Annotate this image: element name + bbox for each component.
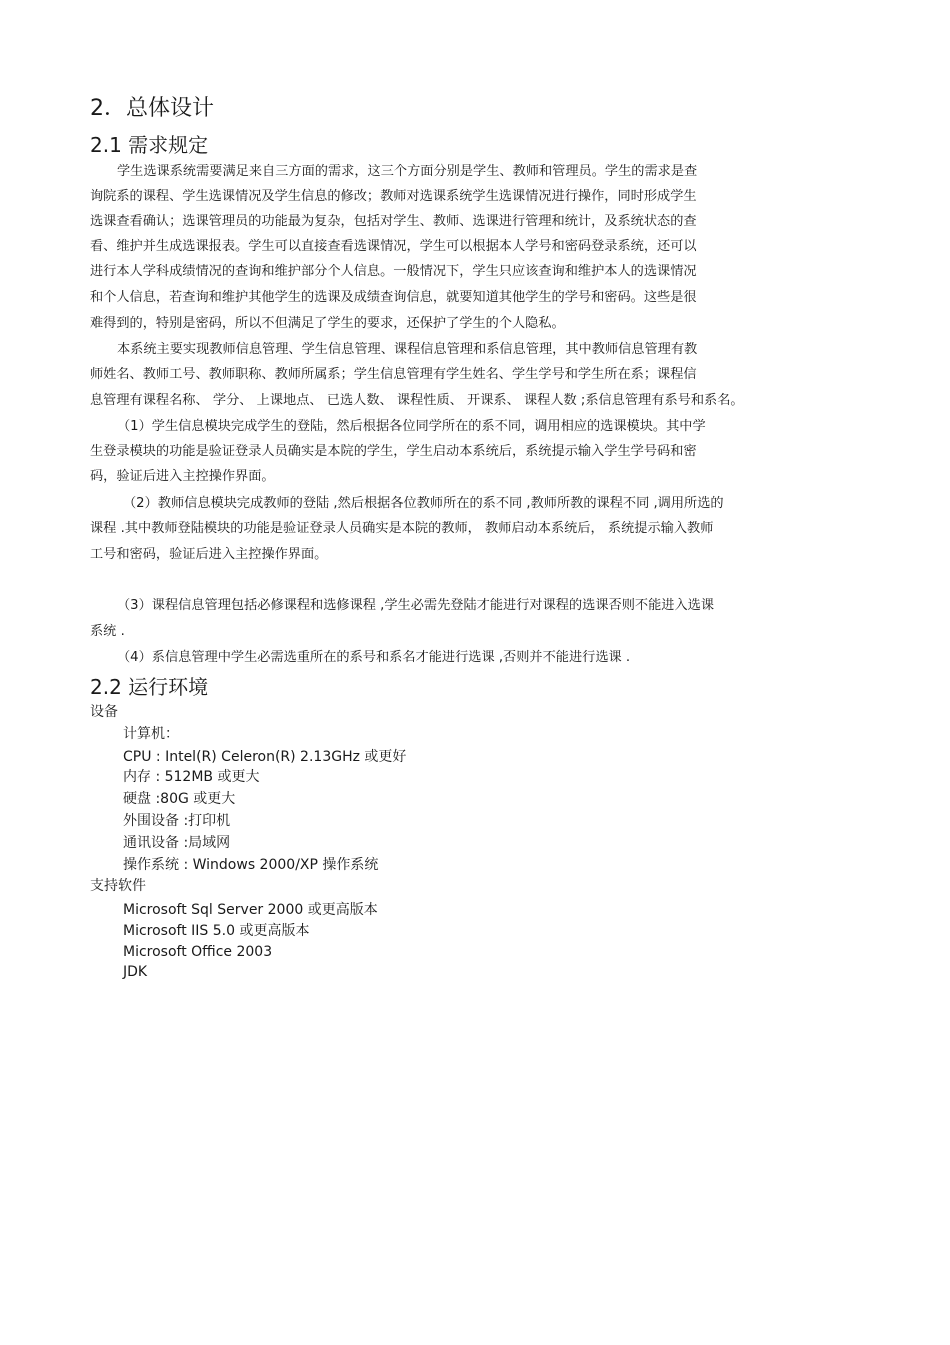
paragraph-line: 课程 .其中教师登陆模块的功能是验证登录人员确实是本院的教师， 教师启动本系统后， 系统提示输入教师 — [90, 521, 714, 536]
paragraph-line: （1）学生信息模块完成学生的登陆，然后根据各位同学所在的系不同，调用相应的选课模块。其中学 — [117, 419, 706, 434]
equipment-item: CPU : Intel(R) Celeron(R) 2.13GHz 或更好 — [123, 749, 407, 765]
paragraph-line: 师姓名、教师工号、教师职称、教师所属系；学生信息管理有学生姓名、学生学号和学生所在系；课程信 — [90, 367, 697, 382]
paragraph-line: 码，验证后进入主控操作界面。 — [90, 469, 275, 484]
paragraph-line: 难得到的，特别是密码，所以不但满足了学生的要求，还保护了学生的个人隐私。 — [90, 316, 565, 331]
paragraph-line: （2）教师信息模块完成教师的登陆 ,然后根据各位教师所在的系不同 ,教师所教的课程不同 ,调用所选的 — [123, 496, 724, 511]
equipment-item: 内存 : 512MB 或更大 — [123, 769, 260, 785]
paragraph-line: 生登录模块的功能是验证登录人员确实是本院的学生，学生启动本系统后，系统提示输入学生学号码和密 — [90, 444, 697, 459]
software-item: Microsoft IIS 5.0 或更高版本 — [123, 923, 310, 939]
paragraph-line: （3）课程信息管理包括必修课程和选修课程 ,学生必需先登陆才能进行对课程的选课否则不能进入选课 — [117, 598, 715, 613]
software-item: JDK — [123, 964, 148, 980]
equipment-item: 硬盘 :80G 或更大 — [123, 791, 236, 807]
paragraph-line: 息管理有课程名称、 学分、 上课地点、 已选人数、 课程性质、 开课系、 课程人数 ;系信息管理有系号和系名。 — [90, 393, 744, 408]
paragraph-line: 看、维护并生成选课报表。学生可以直接查看选课情况，学生可以根据本人学号和密码登录系统，还可以 — [90, 239, 697, 254]
equipment-item: 通讯设备 :局域网 — [123, 835, 231, 851]
paragraph-line: 系统 . — [90, 624, 125, 639]
software-item: Microsoft Office 2003 — [123, 944, 273, 960]
paragraph-line: （4）系信息管理中学生必需选重所在的系号和系名才能进行选课 ,否则并不能进行选课 . — [117, 650, 631, 665]
equipment-label: 设备 — [90, 704, 118, 720]
paragraph-line: 和个人信息，若查询和维护其他学生的选课及成绩查询信息，就要知道其他学生的学号和密码。这些是很 — [90, 290, 697, 305]
subsection-title-requirements: 2.1 需求规定 — [90, 133, 209, 157]
software-item: Microsoft Sql Server 2000 或更高版本 — [123, 902, 378, 918]
software-label: 支持软件 — [90, 878, 146, 894]
paragraph-line: 本系统主要实现教师信息管理、学生信息管理、课程信息管理和系信息管理，其中教师信息管理有教 — [117, 342, 698, 357]
paragraph-line: 学生选课系统需要满足来自三方面的需求，这三个方面分别是学生、教师和管理员。学生的需求是查 — [117, 164, 698, 179]
subsection-title-environment: 2.2 运行环境 — [90, 675, 209, 699]
computer-label: 计算机： — [123, 726, 179, 742]
paragraph-line: 进行本人学科成绩情况的查询和维护部分个人信息。一般情况下，学生只应该查询和维护本人的选课情况 — [90, 264, 697, 279]
paragraph-line: 选课查看确认；选课管理员的功能最为复杂，包括对学生、教师、选课进行管理和统计，及系统状态的查 — [90, 214, 697, 229]
equipment-item: 外围设备 :打印机 — [123, 813, 231, 829]
paragraph-line: 工号和密码，验证后进入主控操作界面。 — [90, 547, 328, 562]
paragraph-line: 询院系的课程、学生选课情况及学生信息的修改；教师对选课系统学生选课情况进行操作，同时形成学生 — [90, 189, 697, 204]
equipment-item: 操作系统 : Windows 2000/XP 操作系统 — [123, 857, 379, 873]
section-heading: 2．总体设计 — [90, 96, 214, 121]
